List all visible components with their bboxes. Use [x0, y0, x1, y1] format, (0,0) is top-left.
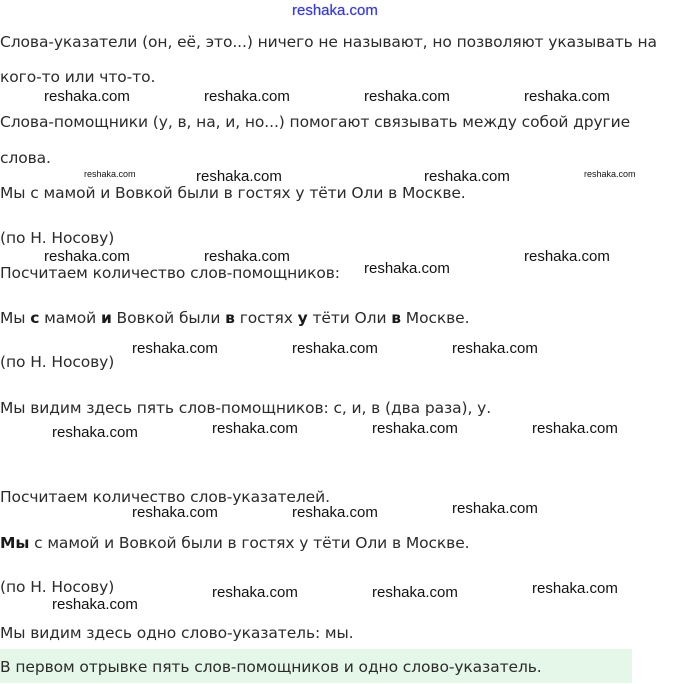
watermark: reshaka.com: [212, 584, 298, 601]
watermark: reshaka.com: [204, 248, 290, 265]
watermark: reshaka.com: [524, 88, 610, 105]
watermark: reshaka.com: [292, 340, 378, 357]
watermark: reshaka.com: [364, 260, 450, 277]
example-sentence-2: [0, 308, 469, 328]
watermark: reshaka.com: [44, 88, 130, 105]
watermark: reshaka.com: [372, 584, 458, 601]
paragraph-helpers-definition-1: Слова-помощники (у, в, на, и, но...) помогают связывать между собой другие: [0, 113, 631, 131]
watermark: reshaka.com: [524, 248, 610, 265]
helper-word-highlight: в: [391, 309, 401, 327]
watermark: reshaka.com: [132, 504, 218, 521]
source-citation-1: (по Н. Носову): [0, 229, 115, 247]
watermark: reshaka.com: [52, 596, 138, 613]
watermark: reshaka.com: [452, 500, 538, 517]
text: Мы: [0, 309, 31, 327]
source-citation-2: (по Н. Носову): [0, 353, 115, 371]
count-pointers-heading: Посчитаем количество слов-указателей.: [0, 488, 330, 506]
watermark: reshaka.com: [424, 168, 510, 185]
watermark: reshaka.com: [204, 88, 290, 105]
watermark: reshaka.com: [364, 88, 450, 105]
text: мамой: [39, 309, 101, 327]
watermark: reshaka.com: [44, 248, 130, 265]
text: тёти Оли: [307, 309, 392, 327]
example-sentence-3: [0, 533, 469, 553]
watermark: reshaka.com: [132, 340, 218, 357]
text: с мамой и Вовкой были в гостях у тёти Оли в Москве.: [29, 534, 470, 552]
watermark: reshaka.com: [84, 169, 136, 179]
watermark: reshaka.com: [292, 504, 378, 521]
watermark: reshaka.com: [452, 340, 538, 357]
helper-word-highlight: с: [30, 309, 40, 327]
pointers-result: Мы видим здесь одно слово-указатель: мы.: [0, 624, 354, 642]
text: Вовкой были: [111, 309, 226, 327]
source-citation-3: (по Н. Носову): [0, 578, 115, 596]
watermark: reshaka.com: [196, 168, 282, 185]
conclusion-text: В первом отрывке пять слов-помощников и одно слово-указатель.: [0, 658, 542, 676]
paragraph-pointers-definition-1: Слова-указатели (он, её, это...) ничего не называют, но позволяют указывать на: [0, 33, 657, 51]
count-helpers-heading: Посчитаем количество слов-помощников:: [0, 264, 340, 282]
text: гостях: [234, 309, 298, 327]
helper-word-highlight: в: [225, 309, 235, 327]
paragraph-pointers-definition-2: кого-то или что-то.: [0, 68, 156, 86]
watermark: reshaka.com: [372, 420, 458, 437]
text: Москве.: [400, 309, 470, 327]
helpers-result: Мы видим здесь пять слов-помощников: с, и, в (два раза), у.: [0, 399, 492, 417]
helper-word-highlight: и: [100, 309, 112, 327]
example-sentence-1: Мы с мамой и Вовкой были в гостях у тёти Оли в Москве.: [0, 184, 466, 202]
watermark-top: reshaka.com: [292, 2, 378, 19]
watermark: reshaka.com: [584, 169, 636, 179]
helper-word-highlight: у: [297, 309, 308, 327]
watermark: reshaka.com: [52, 424, 138, 441]
watermark: reshaka.com: [212, 420, 298, 437]
paragraph-helpers-definition-2: слова.: [0, 149, 51, 167]
watermark: reshaka.com: [532, 580, 618, 597]
pointer-word-highlight: Мы: [0, 534, 30, 552]
watermark: reshaka.com: [532, 420, 618, 437]
